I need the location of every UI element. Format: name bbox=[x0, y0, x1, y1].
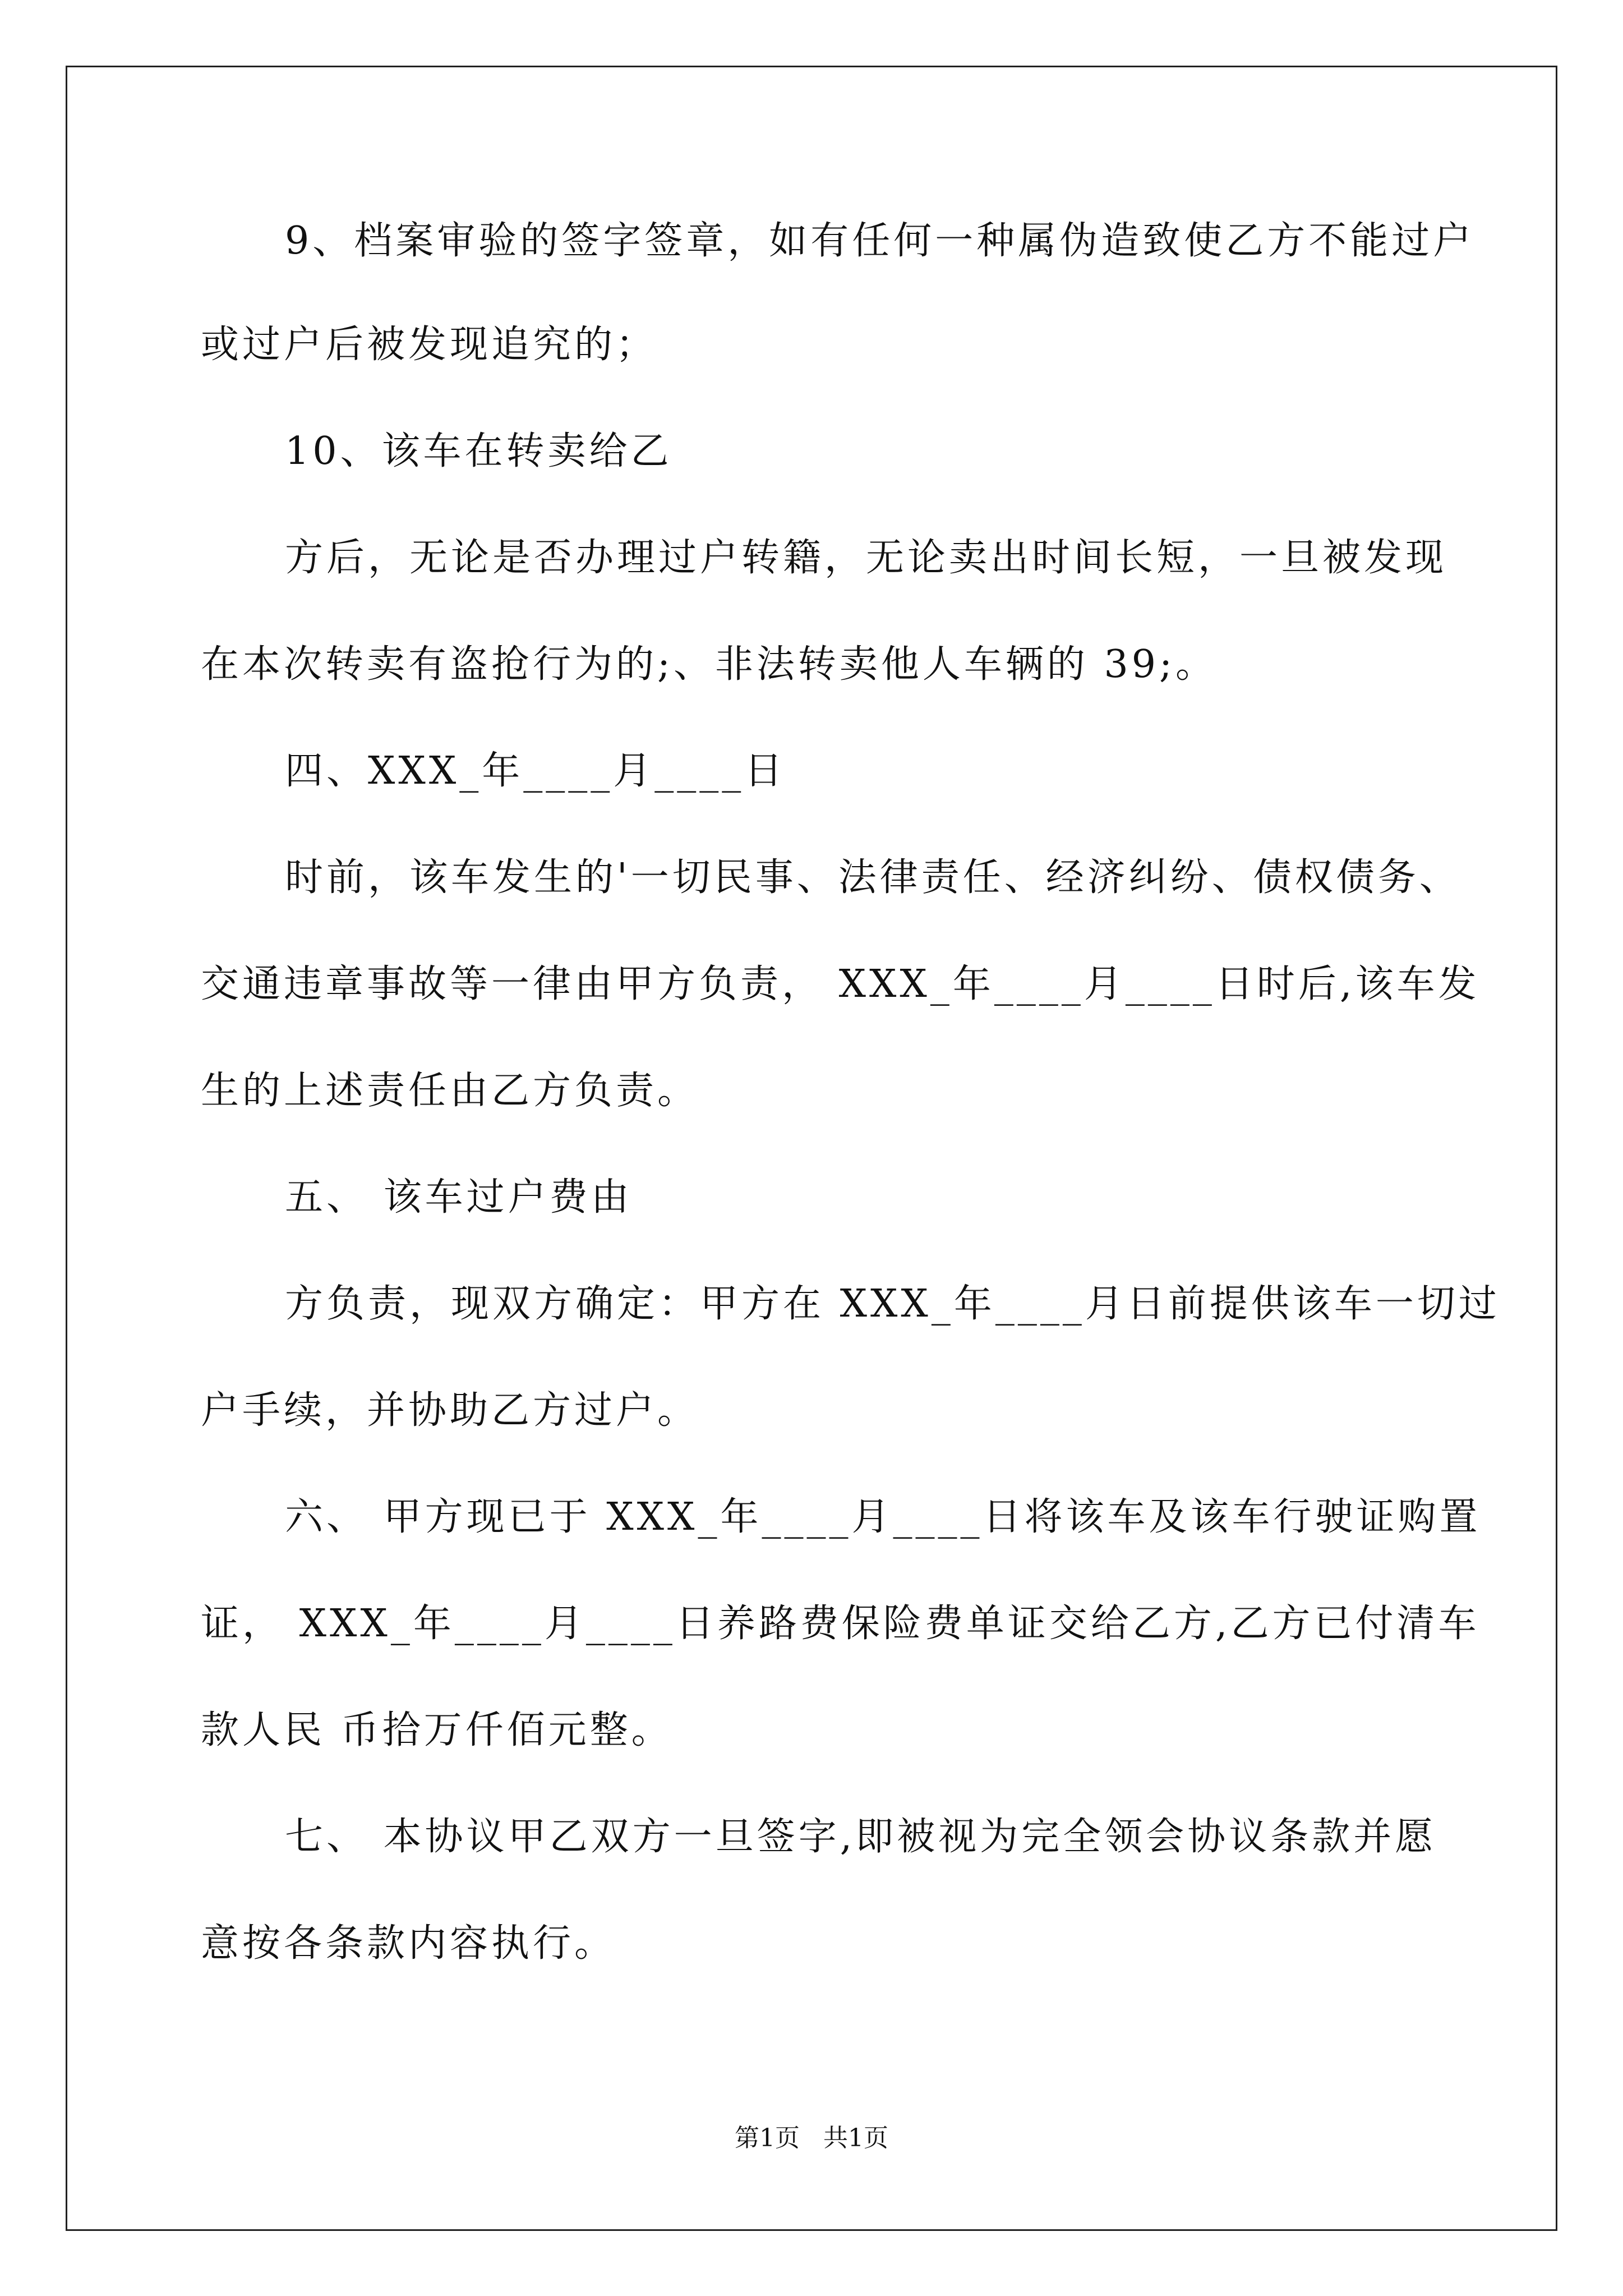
page-footer: 第1页 共1页 bbox=[735, 2124, 888, 2152]
paragraph-line: 10、该车在转卖给乙 bbox=[285, 429, 672, 473]
paragraph-line: 意按各条款内容执行。 bbox=[201, 1921, 616, 1966]
paragraph-line: 方后，无论是否办理过户转籍，无论卖出时间长短，一旦被发现 bbox=[285, 536, 1447, 580]
paragraph-line: 时前，该车发生的'一切民事、法律责任、经济纠纷、债权债务、 bbox=[285, 855, 1461, 900]
paragraph-line: 证， XXX_年____月____日养路费保险费单证交给乙方,乙方已付清车 bbox=[201, 1602, 1480, 1646]
paragraph-line: 六、 甲方现已于 XXX_年____月____日将该车及该车行驶证购置 bbox=[285, 1495, 1481, 1539]
page-border bbox=[66, 66, 1557, 2231]
paragraph-line: 交通违章事故等一律由甲方负责， XXX_年____月____日时后,该车发 bbox=[201, 962, 1480, 1006]
paragraph-line: 或过户后被发现追究的； bbox=[201, 323, 658, 367]
paragraph-line: 户手续，并协助乙方过户。 bbox=[201, 1388, 699, 1433]
paragraph-line: 方负责，现双方确定：甲方在 XXX_年____月日前提供该车一切过 bbox=[285, 1282, 1500, 1326]
paragraph-line: 在本次转卖有盗抢行为的;、非法转卖他人车辆的 39;。 bbox=[201, 642, 1217, 687]
paragraph-line: 9、档案审验的签字签章，如有任何一种属伪造致使乙方不能过户 bbox=[285, 219, 1475, 263]
paragraph-line: 款人民 币拾万仟佰元整。 bbox=[201, 1708, 673, 1752]
paragraph-line: 七、 本协议甲乙双方一旦签字,即被视为完全领会协议条款并愿 bbox=[285, 1815, 1437, 1859]
paragraph-line: 五、 该车过户费由 bbox=[285, 1175, 633, 1220]
paragraph-line: 生的上述责任由乙方负责。 bbox=[201, 1069, 699, 1113]
paragraph-line: 四、XXX_年____月____日 bbox=[285, 749, 786, 793]
